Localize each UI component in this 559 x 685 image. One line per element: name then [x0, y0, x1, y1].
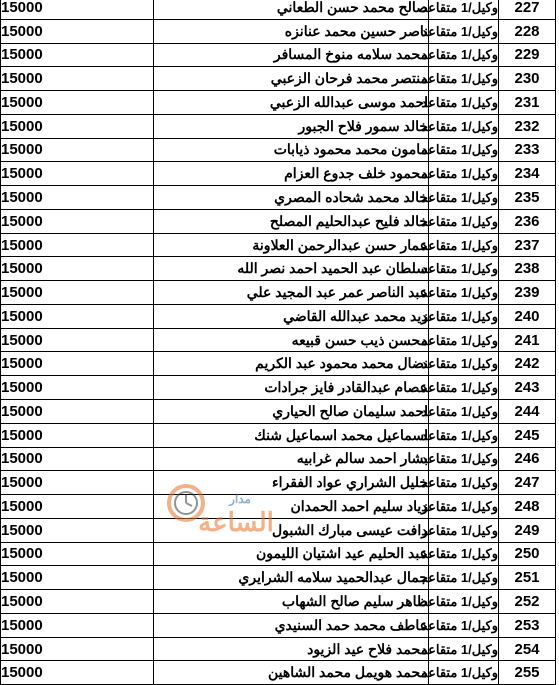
table-row	[1, 542, 556, 566]
table-row	[1, 376, 556, 400]
rank-cell: وكيل/1 متقاعد	[429, 328, 499, 352]
row-number-cell: 255	[499, 661, 556, 685]
name-cell: عاطف محمد حمد السنيدي	[154, 613, 429, 637]
rank-cell: وكيل/1 متقاعد	[429, 43, 499, 67]
row-number-cell: 253	[499, 613, 556, 637]
name-cell: ظاهر سليم صالح الشهاب	[154, 590, 429, 614]
table-row	[1, 257, 556, 281]
name-cell: خالد محمد شحاده المصري	[154, 186, 429, 210]
row-number-cell: 242	[499, 352, 556, 376]
rank-cell: وكيل/1 متقاعد	[429, 186, 499, 210]
rank-cell: وكيل/1 متقاعد	[429, 114, 499, 138]
name-cell: خالد سمور فلاح الجبور	[154, 114, 429, 138]
name-cell: محمد هويمل محمد الشاهين	[154, 661, 429, 685]
watermark-subtext: مدار	[229, 492, 251, 506]
rank-cell: وكيل/1 متقاعد	[429, 542, 499, 566]
name-cell: احمد سليمان صالح الحياري	[154, 400, 429, 424]
amount-cell: 15000	[1, 637, 154, 661]
name-cell: عمار حسن عبدالرحمن العلاونة	[154, 233, 429, 257]
name-cell: نضال محمد محمود عبد الكريم	[154, 352, 429, 376]
table-row	[1, 19, 556, 43]
row-number-cell: 228	[499, 19, 556, 43]
table-row	[1, 281, 556, 305]
rank-cell: وكيل/1 متقاعد	[429, 91, 499, 115]
table-row	[1, 423, 556, 447]
table-row	[1, 400, 556, 424]
amount-cell: 15000	[1, 566, 154, 590]
rank-cell: وكيل/1 متقاعد	[429, 400, 499, 424]
table-row	[1, 352, 556, 376]
name-cell: ناصر حسين محمد عنانزه	[154, 19, 429, 43]
row-number-cell: 234	[499, 162, 556, 186]
row-number-cell: 227	[499, 0, 556, 19]
table-row	[1, 613, 556, 637]
table-row	[1, 328, 556, 352]
row-number-cell: 250	[499, 542, 556, 566]
name-cell: صالح محمد حسن الطعاني	[154, 0, 429, 19]
table-row	[1, 114, 556, 138]
table-row	[1, 43, 556, 67]
amount-cell: 15000	[1, 352, 154, 376]
table-row	[1, 186, 556, 210]
name-cell: بشار احمد سالم غرابيه	[154, 447, 429, 471]
rank-cell: وكيل/1 متقاعد	[429, 495, 499, 519]
table-row	[1, 233, 556, 257]
table-row	[1, 91, 556, 115]
table-row	[1, 590, 556, 614]
amount-cell: 15000	[1, 447, 154, 471]
rank-cell: وكيل/1 متقاعد	[429, 281, 499, 305]
amount-cell: 15000	[1, 257, 154, 281]
name-cell: عبد الحليم عيد اشتيان الليمون	[154, 542, 429, 566]
table-row	[1, 518, 556, 542]
name-cell: اسماعيل محمد اسماعيل شنك	[154, 423, 429, 447]
rank-cell: وكيل/1 متقاعد	[429, 518, 499, 542]
name-cell: جمال عبدالحميد سلامه الشرايري	[154, 566, 429, 590]
row-number-cell: 247	[499, 471, 556, 495]
rank-cell: وكيل/1 متقاعد	[429, 162, 499, 186]
rank-cell: وكيل/1 متقاعد	[429, 138, 499, 162]
name-cell: زياد سليم احمد الحمدان	[154, 495, 429, 519]
name-cell: محمود خلف جدوع العزام	[154, 162, 429, 186]
rank-cell: وكيل/1 متقاعد	[429, 233, 499, 257]
row-number-cell: 239	[499, 281, 556, 305]
table-row	[1, 495, 556, 519]
table-row	[1, 447, 556, 471]
table-row	[1, 67, 556, 91]
row-number-cell: 236	[499, 209, 556, 233]
row-number-cell: 243	[499, 376, 556, 400]
row-number-cell: 245	[499, 423, 556, 447]
row-number-cell: 248	[499, 495, 556, 519]
row-number-cell: 237	[499, 233, 556, 257]
amount-cell: 15000	[1, 138, 154, 162]
amount-cell: 15000	[1, 162, 154, 186]
amount-cell: 15000	[1, 114, 154, 138]
amount-cell: 15000	[1, 590, 154, 614]
amount-cell: 15000	[1, 613, 154, 637]
amount-cell: 15000	[1, 304, 154, 328]
rank-cell: وكيل/1 متقاعد	[429, 637, 499, 661]
watermark-text: الساعة	[198, 507, 274, 537]
amount-cell: 15000	[1, 233, 154, 257]
amount-cell: 15000	[1, 19, 154, 43]
rank-cell: وكيل/1 متقاعد	[429, 590, 499, 614]
amount-cell: 15000	[1, 471, 154, 495]
row-number-cell: 235	[499, 186, 556, 210]
name-cell: محمد سلامه منوخ المسافر	[154, 43, 429, 67]
amount-cell: 15000	[1, 43, 154, 67]
table-row	[1, 304, 556, 328]
amount-cell: 15000	[1, 400, 154, 424]
table-row	[1, 138, 556, 162]
name-cell: محمد فلاح عيد الزيود	[154, 637, 429, 661]
table-row	[1, 162, 556, 186]
row-number-cell: 251	[499, 566, 556, 590]
rank-cell: وكيل/1 متقاعد	[429, 0, 499, 19]
name-cell: خليل الشراري عواد الفقراء	[154, 471, 429, 495]
names-table-body	[1, 0, 556, 685]
row-number-cell: 249	[499, 518, 556, 542]
amount-cell: 15000	[1, 281, 154, 305]
name-cell: احمد موسى عبدالله الزعبي	[154, 91, 429, 115]
name-cell: محسن ذيب حسن قبيعه	[154, 328, 429, 352]
rank-cell: وكيل/1 متقاعد	[429, 304, 499, 328]
row-number-cell: 238	[499, 257, 556, 281]
row-number-cell: 230	[499, 67, 556, 91]
rank-cell: وكيل/1 متقاعد	[429, 209, 499, 233]
name-cell: رافت عيسى مبارك الشبول	[154, 518, 429, 542]
amount-cell: 15000	[1, 518, 154, 542]
row-number-cell: 254	[499, 637, 556, 661]
rank-cell: وكيل/1 متقاعد	[429, 661, 499, 685]
row-number-cell: 233	[499, 138, 556, 162]
table-row	[1, 637, 556, 661]
name-cell: عبد الناصر عمر عبد المجيد علي	[154, 281, 429, 305]
amount-cell: 15000	[1, 328, 154, 352]
name-cell: مامون محمد محمود ذيابات	[154, 138, 429, 162]
amount-cell: 15000	[1, 495, 154, 519]
table-row	[1, 209, 556, 233]
rank-cell: وكيل/1 متقاعد	[429, 67, 499, 91]
amount-cell: 15000	[1, 186, 154, 210]
table-row	[1, 566, 556, 590]
row-number-cell: 246	[499, 447, 556, 471]
name-cell: سلطان عبد الحميد احمد نصر الله	[154, 257, 429, 281]
row-number-cell: 231	[499, 91, 556, 115]
rank-cell: وكيل/1 متقاعد	[429, 566, 499, 590]
row-number-cell: 252	[499, 590, 556, 614]
amount-cell: 15000	[1, 661, 154, 685]
rank-cell: وكيل/1 متقاعد	[429, 447, 499, 471]
rank-cell: وكيل/1 متقاعد	[429, 376, 499, 400]
amount-cell: 15000	[1, 542, 154, 566]
amount-cell: 15000	[1, 0, 154, 19]
row-number-cell: 229	[499, 43, 556, 67]
rank-cell: وكيل/1 متقاعد	[429, 613, 499, 637]
table-row	[1, 471, 556, 495]
rank-cell: وكيل/1 متقاعد	[429, 257, 499, 281]
name-cell: منتصر محمد فرحان الزعبي	[154, 67, 429, 91]
amount-cell: 15000	[1, 91, 154, 115]
name-cell: خالد فليح عبدالحليم المصلح	[154, 209, 429, 233]
row-number-cell: 244	[499, 400, 556, 424]
row-number-cell: 241	[499, 328, 556, 352]
row-number-cell: 240	[499, 304, 556, 328]
rank-cell: وكيل/1 متقاعد	[429, 352, 499, 376]
amount-cell: 15000	[1, 376, 154, 400]
table-row	[1, 661, 556, 685]
amount-cell: 15000	[1, 423, 154, 447]
name-cell: زيد محمد عبدالله القاضي	[154, 304, 429, 328]
rank-cell: وكيل/1 متقاعد	[429, 19, 499, 43]
rank-cell: وكيل/1 متقاعد	[429, 423, 499, 447]
name-cell: عصام عبدالقادر فايز جرادات	[154, 376, 429, 400]
rank-cell: وكيل/1 متقاعد	[429, 471, 499, 495]
amount-cell: 15000	[1, 67, 154, 91]
row-number-cell: 232	[499, 114, 556, 138]
table-row	[1, 0, 556, 19]
amount-cell: 15000	[1, 209, 154, 233]
